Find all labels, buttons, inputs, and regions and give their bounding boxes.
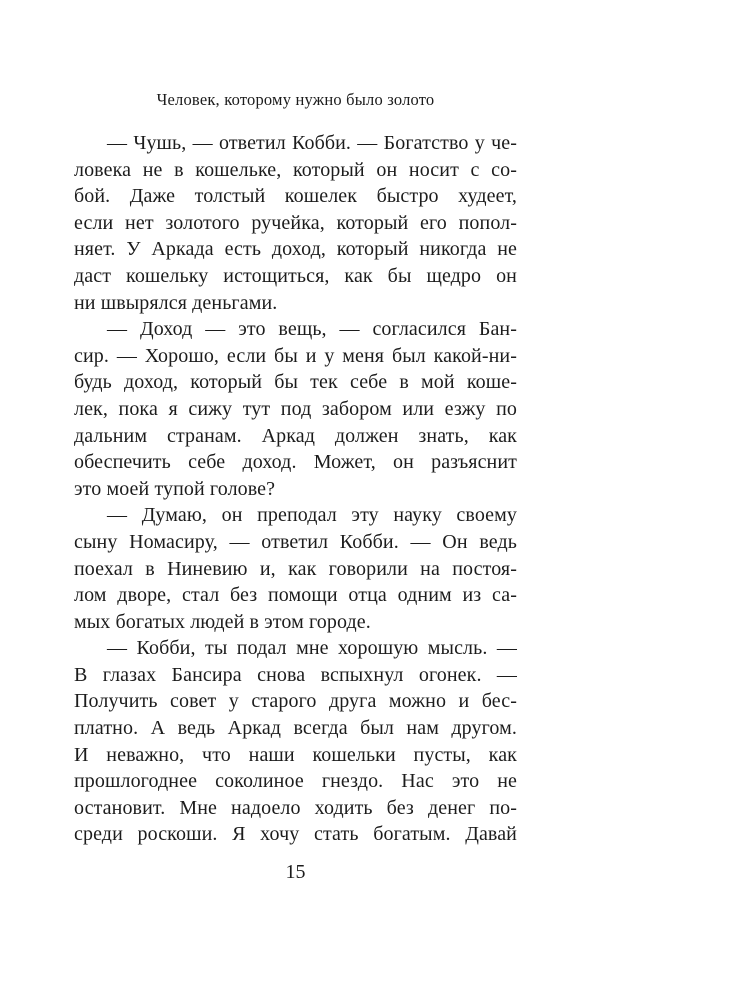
text-line: лек, пока я сижу тут под забором или езжу по [74,397,517,420]
text-line: даст кошельку истощиться, как бы щедро он [74,264,517,287]
text-line: бой. Даже толстый кошелек быстро худеет, [74,185,517,208]
text-line: Получить совет у старого друга можно и бес- [74,690,517,713]
text-line: прошлогоднее соколиное гнездо. Нас это не [74,770,517,793]
text-line: дальним странам. Аркад должен знать, как [74,424,517,447]
text-line: ни швырялся деньгами. [74,291,278,314]
text-line: поехал в Ниневию и, как говорили на постоя- [74,557,517,580]
page-number: 15 [285,861,306,883]
text-line: — Кобби, ты подал мне хорошую мысль. — [107,637,517,660]
text-line: среди роскоши. Я хочу стать богатым. Давай [74,823,517,846]
text-line: сир. — Хорошо, если бы и у меня был какой-ни- [74,344,517,367]
text-line: сыну Номасиру, — ответил Кобби. — Он ведь [74,530,517,553]
text-line: платно. А ведь Аркад всегда был нам другом. [74,717,517,740]
text-line: мых богатых людей в этом городе. [74,610,371,633]
text-line: будь доход, который бы тек себе в мой коше- [74,371,517,394]
text-line: лом дворе, стал без помощи отца одним из са- [74,584,517,607]
running-header: Человек, которому нужно было золото [156,90,435,109]
text-line: — Чушь, — ответил Кобби. — Богатство у че- [107,132,517,154]
text-line: В глазах Бансира снова вспыхнул огонек. — [74,663,517,686]
text-line: ловека не в кошельке, который он носит с со- [74,158,517,181]
text-line: — Думаю, он преподал эту науку своему [107,504,517,527]
text-line: И неважно, что наши кошельки пусты, как [74,743,517,766]
text-line: если нет золотого ручейка, который его попол- [74,211,517,234]
text-line: остановит. Мне надоело ходить без денег по- [74,796,517,819]
text-line: обеспечить себе доход. Может, он разъяснит [74,451,517,474]
text-line: — Доход — это вещь, — согласился Бан- [107,318,517,341]
text-line: няет. У Аркада есть доход, который никогда не [74,238,517,261]
text-line: это моей тупой голове? [74,477,276,500]
page-body-text [74,130,517,848]
